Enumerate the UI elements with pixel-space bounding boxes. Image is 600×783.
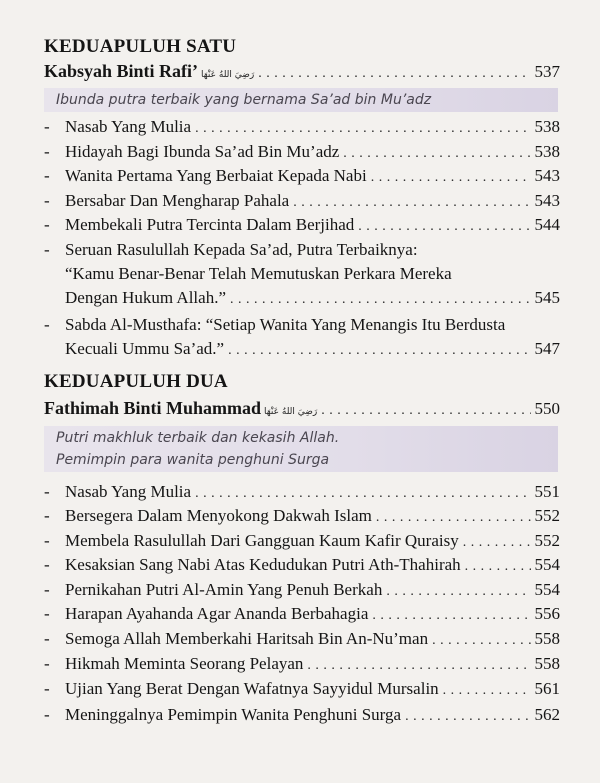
- description-line: Pemimpin para wanita penghuni Surga: [56, 452, 330, 468]
- entry-title: Bersabar Dan Mengharap Pahala: [65, 191, 290, 210]
- dot-leader: [463, 531, 531, 555]
- description-band: [44, 426, 558, 472]
- heading-name: Fathimah Binti Muhammad: [44, 398, 262, 418]
- page-number: 538: [534, 142, 560, 161]
- page-number: 552: [534, 531, 560, 550]
- toc-heading-entry[interactable]: [44, 61, 560, 82]
- toc-entry[interactable]: [44, 677, 560, 703]
- page-number: 537: [534, 62, 560, 81]
- dot-leader: [443, 679, 531, 703]
- chapter-heading: KEDUAPULUH DUA: [44, 371, 228, 392]
- dot-leader: [343, 142, 530, 166]
- entry-title: Membekali Putra Tercinta Dalam Berjihad: [65, 215, 355, 234]
- chapter-heading: KEDUAPULUH SATU: [44, 36, 237, 57]
- entry-title-continued: Dengan Hukum Allah.”: [65, 288, 226, 307]
- entry-title: Hidayah Bagi Ibunda Sa’ad Bin Mu’adz: [65, 142, 340, 161]
- entry-title: Sabda Al-Musthafa: “Setiap Wanita Yang Menangis Itu Berdusta: [65, 315, 506, 334]
- dot-leader: [358, 215, 530, 239]
- entry-dash: -: [44, 705, 50, 724]
- toc-entry[interactable]: [44, 164, 560, 190]
- page-number: 551: [534, 482, 560, 501]
- entry-dash: -: [44, 117, 50, 136]
- entry-title: Membela Rasulullah Dari Gangguan Kaum Kafir Quraisy: [65, 531, 459, 550]
- entry-title: Bersegera Dalam Menyokong Dakwah Islam: [65, 506, 372, 525]
- dot-leader: [258, 66, 530, 82]
- page-number: 562: [534, 705, 560, 724]
- page-number: 556: [534, 604, 560, 623]
- entry-title: Wanita Pertama Yang Berbaiat Kepada Nabi: [65, 166, 367, 185]
- entry-dash: -: [44, 679, 50, 698]
- toc-heading-entry[interactable]: [44, 398, 560, 419]
- entry-title: Meninggalnya Pemimpin Wanita Penghuni Surga: [65, 705, 402, 724]
- page-number: 544: [534, 215, 560, 234]
- dot-leader: [321, 403, 530, 419]
- entry-dash: -: [44, 215, 50, 234]
- entry-dash: -: [44, 531, 50, 550]
- honorific-text: رَضِيَ اللهُ عَنْهَا: [201, 70, 255, 80]
- entry-dash: -: [44, 580, 50, 599]
- entry-dash: -: [44, 482, 50, 501]
- page-number: 543: [534, 191, 560, 210]
- entry-title: Semoga Allah Memberkahi Haritsah Bin An-Nu’man: [65, 629, 429, 648]
- entry-title-continued: “Kamu Benar-Benar Telah Memutuskan Perkara Mereka: [65, 264, 452, 283]
- entry-dash: -: [44, 555, 50, 574]
- toc-entry[interactable]: [44, 140, 560, 166]
- toc-entry[interactable]: [44, 480, 560, 506]
- page-number: 558: [534, 654, 560, 673]
- page-number: 554: [534, 555, 560, 574]
- entry-title: Pernikahan Putri Al-Amin Yang Penuh Berkah: [65, 580, 383, 599]
- dot-leader: [228, 339, 530, 363]
- dot-leader: [307, 654, 530, 678]
- toc-entry[interactable]: [44, 529, 560, 555]
- dot-leader: [432, 629, 530, 653]
- entry-dash: -: [44, 240, 50, 259]
- dot-leader: [371, 166, 531, 190]
- toc-entry[interactable]: [44, 504, 560, 530]
- page-number: 545: [534, 288, 560, 307]
- entry-title: Nasab Yang Mulia: [65, 117, 192, 136]
- dot-leader: [405, 705, 530, 729]
- dot-leader: [195, 117, 530, 141]
- entry-title: Nasab Yang Mulia: [65, 482, 192, 501]
- entry-dash: -: [44, 315, 50, 334]
- entry-title-continued: Kecuali Ummu Sa’ad.”: [65, 339, 225, 358]
- dot-leader: [372, 604, 530, 628]
- dot-leader: [195, 482, 530, 506]
- page-number: 558: [534, 629, 560, 648]
- honorific-text: رَضِيَ اللهُ عَنْهَا: [264, 407, 318, 417]
- entry-dash: -: [44, 629, 50, 648]
- page-number: 561: [534, 679, 560, 698]
- toc-entry[interactable]: [44, 627, 560, 653]
- page-number: 550: [534, 399, 560, 418]
- toc-entry[interactable]: [44, 602, 560, 628]
- entry-dash: -: [44, 506, 50, 525]
- toc-entry[interactable]: [44, 238, 560, 312]
- toc-entry[interactable]: [44, 652, 560, 678]
- toc-entry[interactable]: [44, 313, 560, 363]
- entry-title: Ujian Yang Berat Dengan Wafatnya Sayyidul Mursalin: [65, 679, 439, 698]
- entry-dash: -: [44, 654, 50, 673]
- toc-entry[interactable]: [44, 213, 560, 239]
- toc-entry[interactable]: [44, 189, 560, 215]
- entry-title: Hikmah Meminta Seorang Pelayan: [65, 654, 304, 673]
- dot-leader: [386, 580, 530, 604]
- dot-leader: [376, 506, 531, 530]
- page-number: 554: [534, 580, 560, 599]
- page-number: 538: [534, 117, 560, 136]
- description-line: Putri makhluk terbaik dan kekasih Allah.: [56, 430, 340, 446]
- entry-dash: -: [44, 166, 50, 185]
- description-line: Ibunda putra terbaik yang bernama Sa’ad bin Mu’adz: [56, 92, 432, 108]
- page-number: 543: [534, 166, 560, 185]
- entry-dash: -: [44, 191, 50, 210]
- page-number: 547: [534, 339, 560, 358]
- dot-leader: [465, 555, 531, 579]
- page-number: 552: [534, 506, 560, 525]
- description-band: [44, 88, 558, 112]
- entry-title: Harapan Ayahanda Agar Ananda Berbahagia: [65, 604, 369, 623]
- heading-name: Kabsyah Binti Rafi’: [44, 61, 199, 81]
- entry-title: Seruan Rasulullah Kepada Sa’ad, Putra Terbaiknya:: [65, 240, 418, 259]
- entry-title: Kesaksian Sang Nabi Atas Kedudukan Putri Ath-Thahirah: [65, 555, 461, 574]
- entry-dash: -: [44, 142, 50, 161]
- dot-leader: [230, 288, 531, 312]
- toc-entry[interactable]: [44, 553, 560, 579]
- toc-entry[interactable]: [44, 703, 560, 729]
- dot-leader: [293, 191, 530, 215]
- entry-dash: -: [44, 604, 50, 623]
- toc-entry[interactable]: [44, 578, 560, 604]
- toc-entry[interactable]: [44, 115, 560, 141]
